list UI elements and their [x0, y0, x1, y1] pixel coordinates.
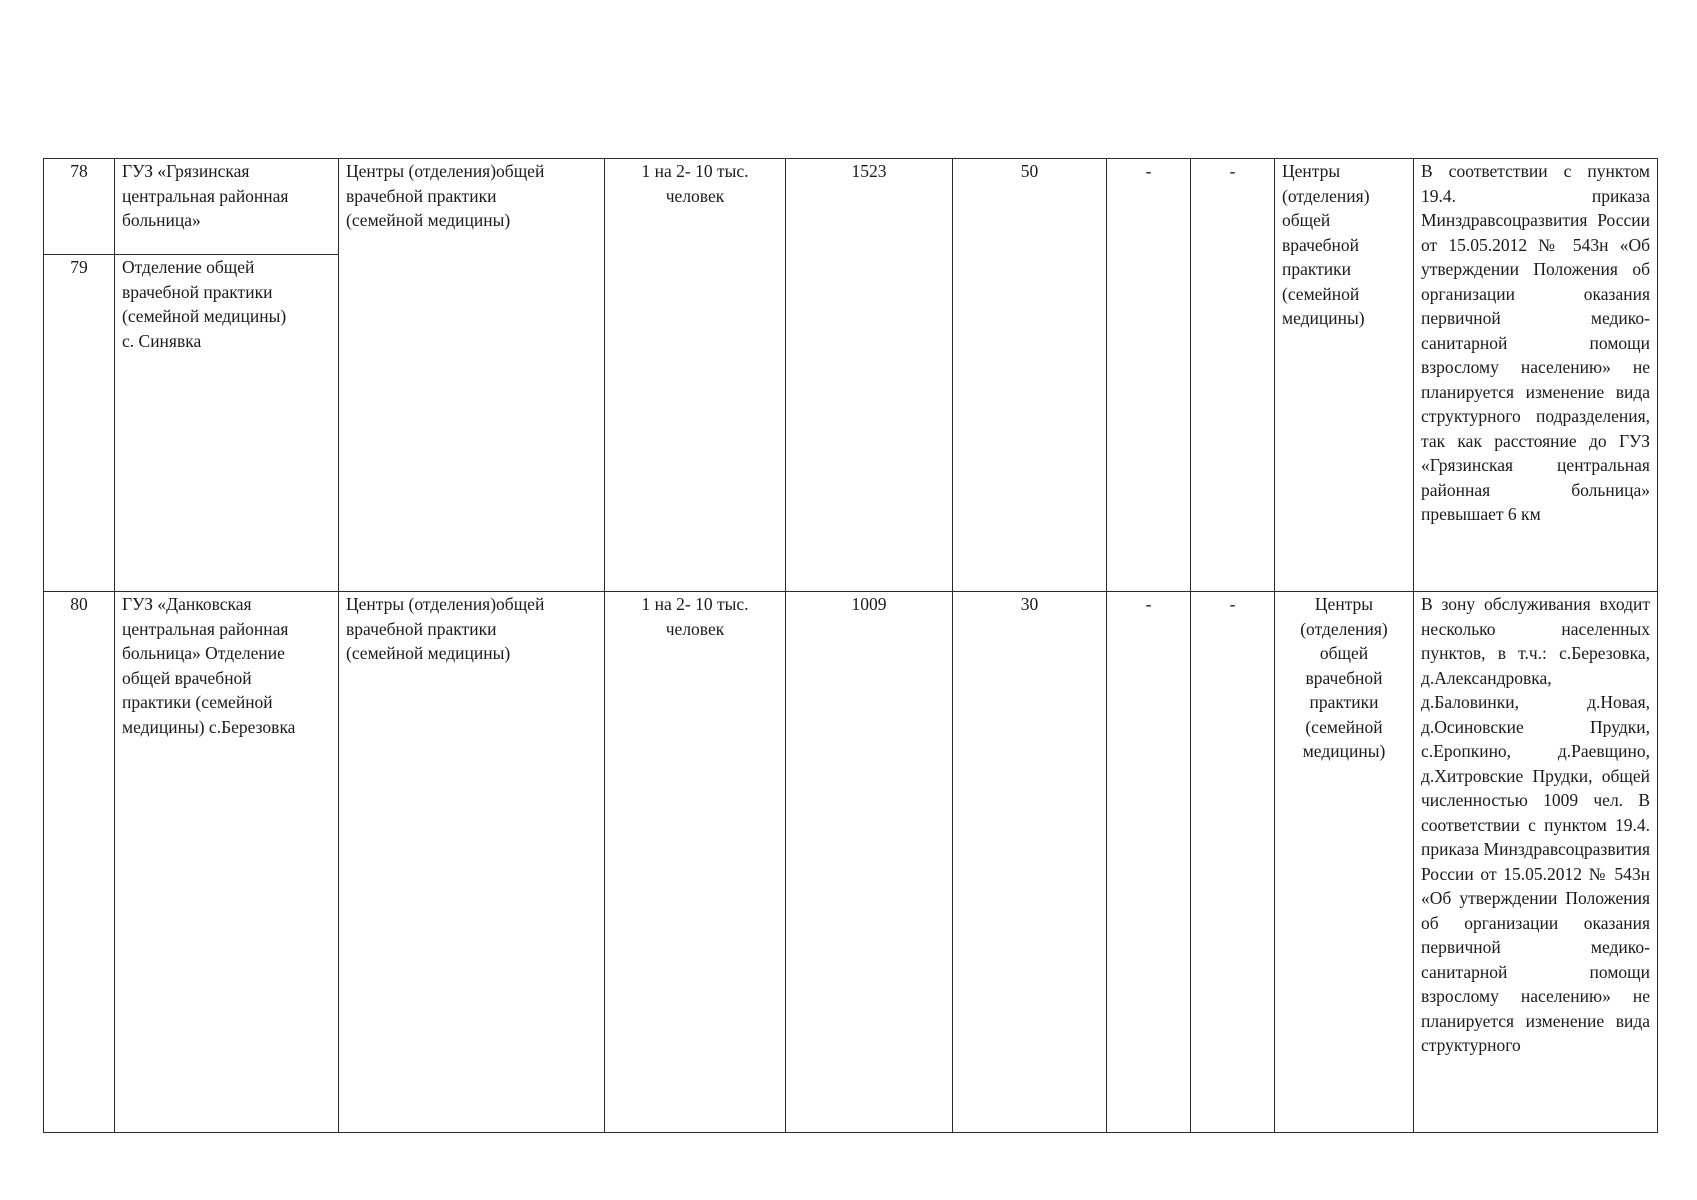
population-cell: 1009 — [786, 592, 953, 1133]
table-row — [44, 592, 1658, 1133]
organization-cell: ГУЗ «Грязинская центральная районная больница» — [115, 159, 339, 255]
organization-cell: Отделение общей врачебной практики (семейной медицины) с. Синявка — [115, 255, 339, 592]
norm-cell: 1 на 2- 10 тыс. человек — [605, 592, 786, 1133]
dash-cell: - — [1107, 592, 1191, 1133]
planned-type-cell: Центры (отделения) общей врачебной практики (семейной медицины) — [1275, 592, 1414, 1133]
table-row — [44, 159, 1658, 255]
organization-cell: ГУЗ «Данковская центральная районная больница» Отделение общей врачебной практики (семейной медицины) с.Березовка — [115, 592, 339, 1133]
comment-cell: В соответствии с пунктом 19.4. приказа Минздравсоцразвития России от 15.05.2012 № 543н «Об утверждении Положения об организации оказания первичной медико-санитарной помощи взрослому населению» не планируется изменение вида структурного подразделения, так как расстояние до ГУЗ «Грязинская центральная районная больница» превышает 6 км — [1414, 159, 1658, 592]
dash-cell: - — [1107, 159, 1191, 592]
distance-cell: 30 — [953, 592, 1107, 1133]
unit-type-cell: Центры (отделения)общей врачебной практики (семейной медицины) — [339, 592, 605, 1133]
row-number: 80 — [44, 592, 115, 1133]
planned-type-cell: Центры (отделения) общей врачебной практики (семейной медицины) — [1275, 159, 1414, 592]
facilities-table — [43, 158, 1658, 1133]
distance-cell: 50 — [953, 159, 1107, 592]
row-number: 78 — [44, 159, 115, 255]
dash-cell: - — [1191, 592, 1275, 1133]
comment-cell: В зону обслуживания входит несколько населенных пунктов, в т.ч.: с.Березовка, д.Александровка, д.Баловинки, д.Новая, д.Осиновские Прудки, с.Еропкино, д.Раевщино, д.Хитровские Прудки, общей численностью 1009 чел. В соответствии с пунктом 19.4. приказа Минздравсоцразвития России от 15.05.2012 № 543н «Об утверждении Положения об организации оказания первичной медико-санитарной помощи взрослому населению» не планируется изменение вида структурного — [1414, 592, 1658, 1133]
population-cell: 1523 — [786, 159, 953, 592]
unit-type-cell: Центры (отделения)общей врачебной практики (семейной медицины) — [339, 159, 605, 592]
dash-cell: - — [1191, 159, 1275, 592]
row-number: 79 — [44, 255, 115, 592]
norm-cell: 1 на 2- 10 тыс. человек — [605, 159, 786, 592]
